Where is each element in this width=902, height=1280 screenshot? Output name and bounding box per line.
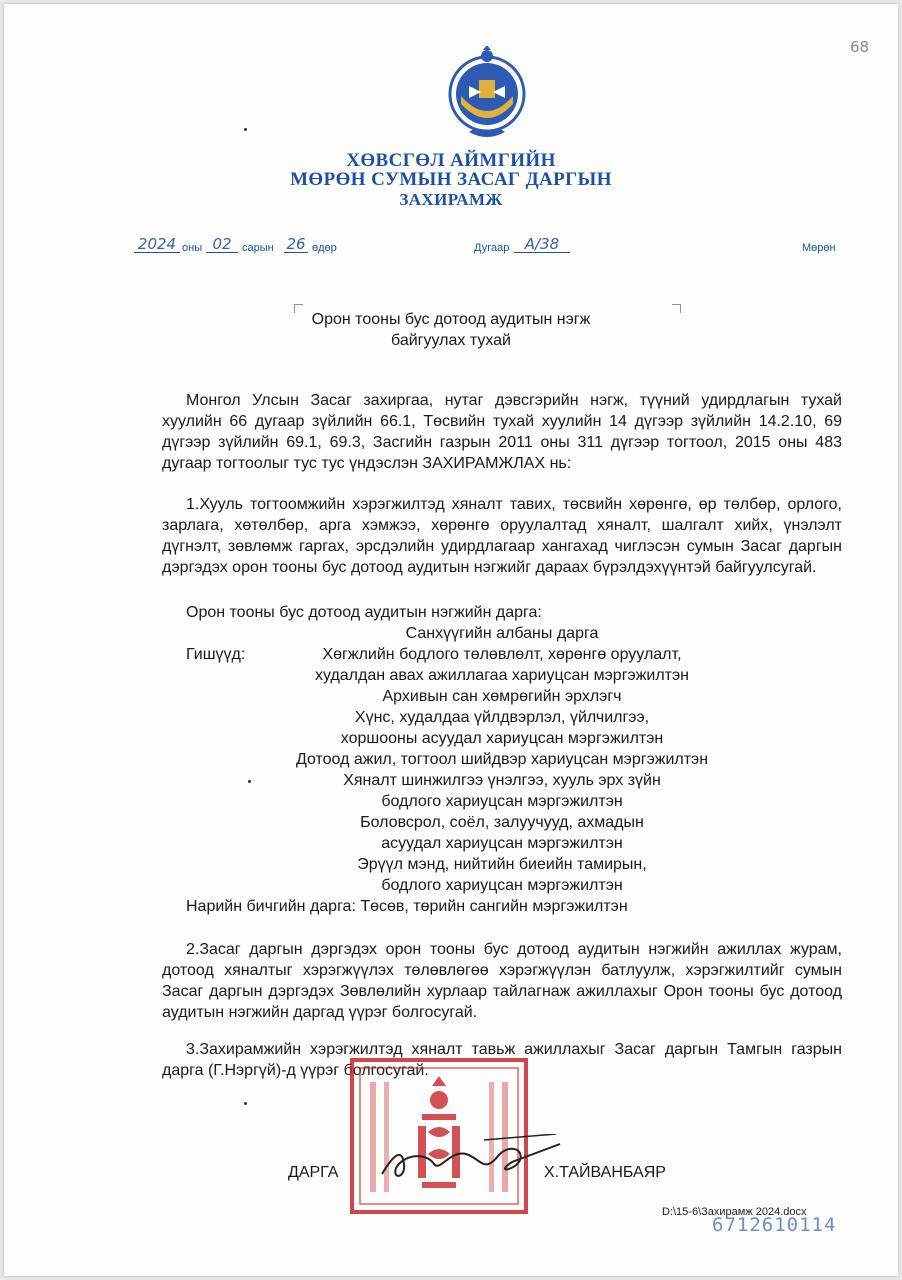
place-label: Мөрөн bbox=[802, 242, 836, 254]
document-title-line1: Орон тооны бус дотоод аудитын нэгж bbox=[311, 311, 591, 328]
members-label: Гишүүд: bbox=[186, 646, 246, 663]
date-year-field: 2024 bbox=[134, 236, 180, 253]
heading-soum-governor: МӨРӨН СУМЫН ЗАСАГ ДАРГЫН bbox=[290, 169, 612, 190]
clause-1-text: 1.Хууль тогтоомжийн хэрэгжилтэд хяналт тавих, төсвийн хөрөнгө, өр төлбөр, орлого, зарлага, хөтөлбөр, арга хэмжээ, хөрөнгө оруулалтад хяналт, шалгалт хийх, үнэлэлт дүгнэлт, зөвлөмж гаргах, эрсдэлийн удирдлагаар хангахад чиглэсэн сумын Засаг даргын дэргэдэх орон тооны бус дотоод аудитын нэгжийг дараах бүрэлдэхүүнтэй байгуулсугай. bbox=[162, 496, 842, 576]
number-label: Дугаар bbox=[474, 242, 510, 254]
member-line: бодлого хариуцсан мэргэжилтэн bbox=[381, 877, 623, 894]
year-suffix-label: оны bbox=[182, 242, 203, 254]
clause-2-paragraph bbox=[162, 939, 842, 1023]
member-line: асуудал хариуцсан мэргэжилтэн bbox=[381, 835, 623, 852]
member-line: Дотоод ажил, тогтоол шийдвэр хариуцсан мэргэжилтэн bbox=[295, 751, 709, 768]
signatory-title: ДАРГА bbox=[288, 1164, 339, 1181]
heading-aimag: ХӨВСГӨЛ АЙМГИЙН bbox=[346, 150, 556, 171]
document-number-field: А/38 bbox=[514, 236, 570, 253]
scan-dot bbox=[248, 780, 251, 783]
clause-2-text: 2.Засаг даргын дэргэдэх орон тооны бус дотоод аудитын нэгжийн ажиллах журам, дотоод хяналтыг хэрэгжүүлэх төлөвлөгөө хэрэгжүүлэн батлуулж, хэрэгжилтийг сумын Засаг даргын дэргэдэх Зөвлөлийн хурлаар тайлагнаж ажиллахыг Орон тооны бус дотоод аудитын нэгжийн даргад үүрэг болгосугай. bbox=[162, 941, 842, 1021]
preamble-paragraph bbox=[162, 390, 842, 474]
member-line: Хүнс, худалдаа үйлдвэрлэл, үйлчилгээ, bbox=[354, 709, 650, 726]
member-line: Архивын сан хөмрөгийн эрхлэгч bbox=[382, 688, 622, 705]
document-title-line2: байгуулах тухай bbox=[391, 332, 511, 349]
member-line: Боловсрол, соёл, залуучууд, ахмадын bbox=[360, 814, 644, 831]
month-suffix-label: сарын bbox=[242, 242, 274, 254]
member-line: худалдан авах ажиллагаа хариуцсан мэргэжилтэн bbox=[314, 667, 690, 684]
scan-dot bbox=[244, 128, 247, 131]
clause-3-text: 3.Захирамжийн хэрэгжилтэд хяналт тавьж ажиллахыг Засаг даргын Тамгын газрын дарга (Г.Нэргүй)-д үүрэг болгосугай. bbox=[162, 1041, 842, 1079]
serial-number-stamp: 6712610114 bbox=[712, 1214, 837, 1236]
document-page bbox=[4, 4, 898, 1276]
member-line: Хөгжлийн бодлого төлөвлөлт, хөрөнгө оруулалт, bbox=[322, 646, 682, 663]
unit-head-label: Орон тооны бус дотоод аудитын нэгжийн дарга: bbox=[186, 604, 542, 621]
file-path: D:\15-6\Захирамж 2024.docx bbox=[662, 1206, 807, 1218]
unit-head-value: Санхүүгийн албаны дарга bbox=[405, 625, 599, 642]
preamble-text: Монгол Улсын Засаг захиргаа, нутаг дэвсгэрийн нэгж, түүний удирдлагын тухай хуулийн 66 дугаар зүйлийн 66.1, Төсвийн тухай хуулийн 14 дүгээр зүйлийн 14.2.10, 69 дүгээр зүйлийн 69.1, 69.3, Засгийн газрын 2011 оны 311 дүгээр тогтоол, 2015 оны 483 дугаар тогтоолыг тус тус үндэслэн ЗАХИРАМЖЛАХ нь: bbox=[162, 392, 842, 472]
date-month-field: 02 bbox=[206, 236, 238, 253]
heading-document-type: ЗАХИРАМЖ bbox=[399, 190, 503, 209]
signatory-name: Х.ТАЙВАНБАЯР bbox=[544, 1164, 666, 1181]
member-line: бодлого хариуцсан мэргэжилтэн bbox=[381, 793, 623, 810]
secretary-line: Нарийн бичгийн дарга: Төсөв, төрийн сангийн мэргэжилтэн bbox=[186, 898, 628, 915]
handwritten-signature bbox=[374, 1134, 564, 1184]
date-day-field: 26 bbox=[284, 236, 308, 253]
state-emblem-icon bbox=[447, 46, 527, 142]
clause-1-paragraph bbox=[162, 494, 842, 578]
day-suffix-label: өдөр bbox=[312, 242, 337, 254]
member-line: Эрүүл мэнд, нийтийн биеийн тамирын, bbox=[357, 856, 647, 873]
scan-dot bbox=[244, 1102, 247, 1105]
member-line: хоршооны асуудал хариуцсан мэргэжилтэн bbox=[340, 730, 664, 747]
page-number: 68 bbox=[850, 38, 870, 56]
member-line: Хяналт шинжилгээ үнэлгээ, хууль эрх зүйн bbox=[343, 772, 661, 789]
